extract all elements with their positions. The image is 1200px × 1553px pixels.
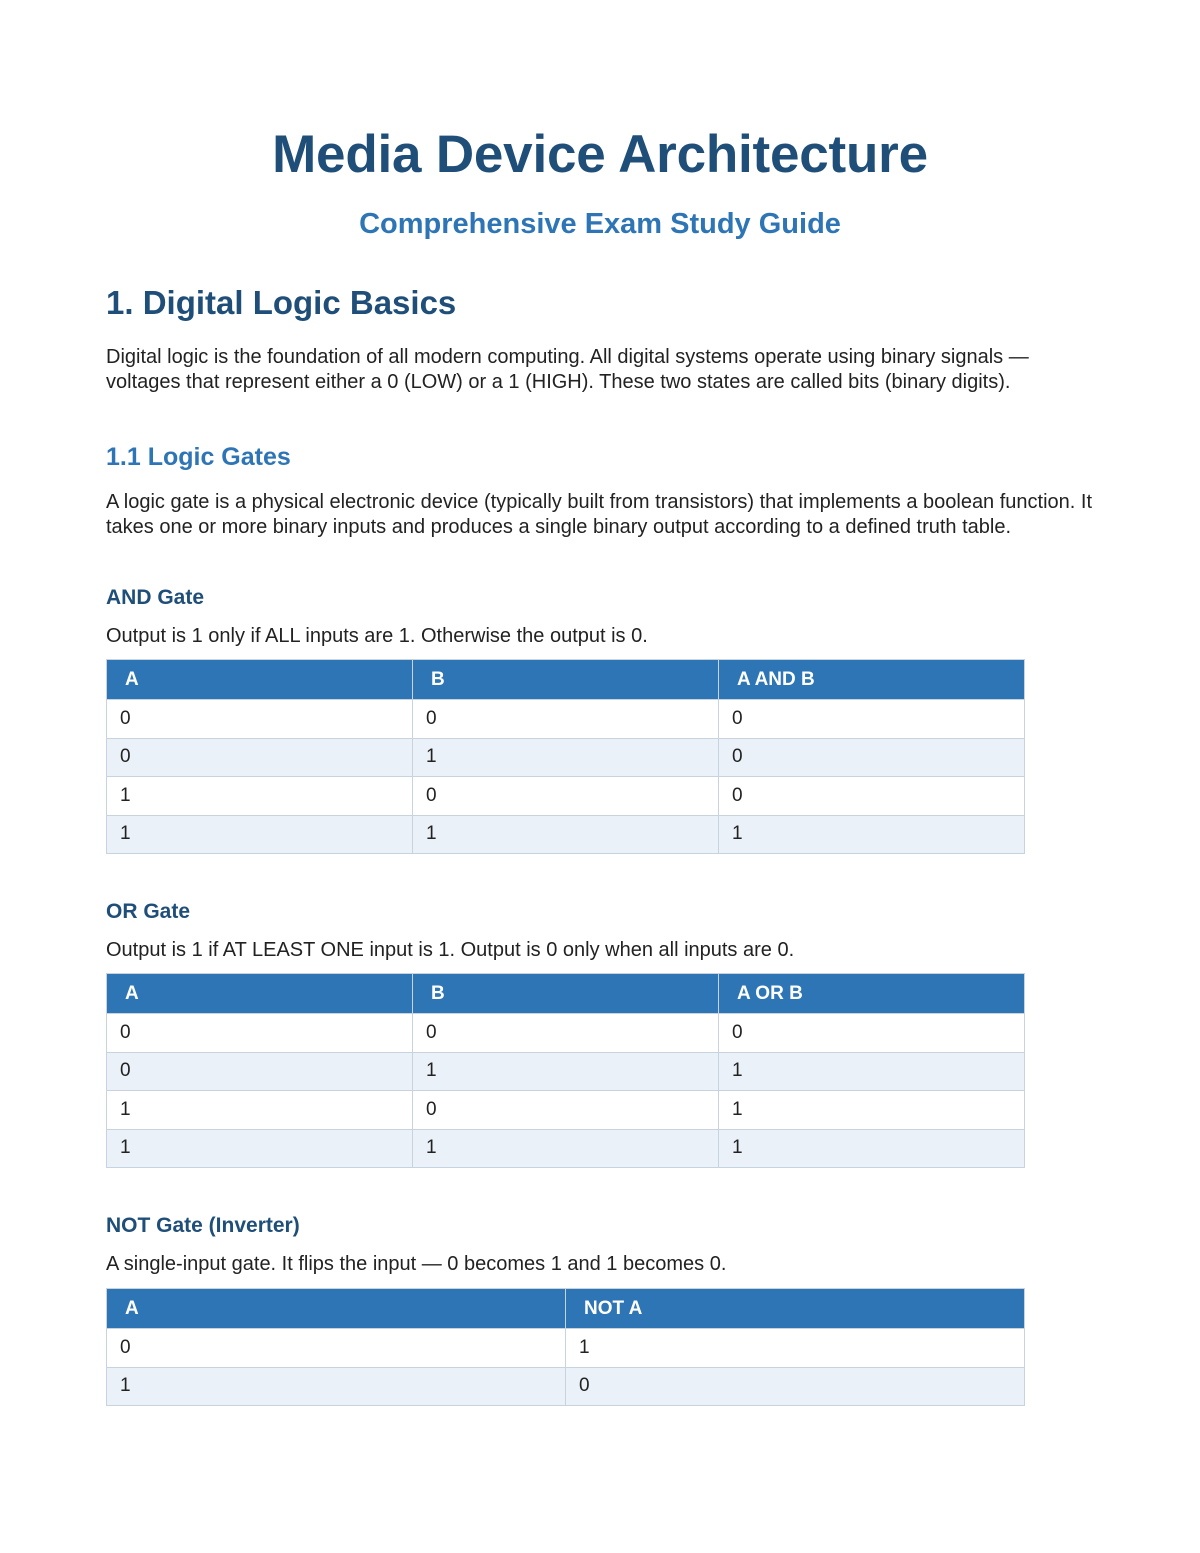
logic-gates-paragraph: A logic gate is a physical electronic device (typically built from transistors) that implements a boolean function. It takes one or more binary inputs and produces a single binary output according to a defined truth table. — [106, 491, 1093, 538]
and-gate-heading: AND Gate — [106, 586, 205, 609]
table-cell: 1 — [719, 1052, 1025, 1091]
table-cell: 0 — [107, 700, 413, 739]
table-cell: 1 — [107, 1091, 413, 1130]
table-row — [107, 1014, 1025, 1053]
table-cell: 1 — [719, 1091, 1025, 1130]
column-header: A — [107, 660, 413, 700]
table-cell: 0 — [413, 1091, 719, 1130]
table-cell: 0 — [719, 700, 1025, 739]
table-cell: 1 — [413, 1129, 719, 1168]
table-row — [107, 815, 1025, 854]
column-header: B — [413, 660, 719, 700]
document-title: Media Device Architecture — [272, 125, 928, 184]
column-header: NOT A — [566, 1289, 1025, 1329]
table-cell: 1 — [413, 1052, 719, 1091]
table-header-row — [107, 974, 1025, 1014]
table-cell: 0 — [566, 1367, 1025, 1406]
table-cell: 1 — [107, 1129, 413, 1168]
table-cell: 0 — [719, 738, 1025, 777]
document-subtitle: Comprehensive Exam Study Guide — [359, 208, 841, 240]
table-cell: 1 — [107, 777, 413, 816]
table-cell: 1 — [107, 815, 413, 854]
table-row — [107, 1367, 1025, 1406]
section-intro-paragraph: Digital logic is the foundation of all modern computing. All digital systems operate using binary signals — voltages that represent either a 0 (LOW) or a 1 (HIGH). These two states are called bits (binary digits). — [106, 346, 1029, 393]
table-header-row — [107, 660, 1025, 700]
and-gate-truth-table — [106, 659, 1025, 854]
column-header: B — [413, 974, 719, 1014]
table-cell: 0 — [719, 1014, 1025, 1053]
table-cell: 1 — [719, 815, 1025, 854]
not-gate-description: A single-input gate. It flips the input — 0 becomes 1 and 1 becomes 0. — [106, 1253, 727, 1275]
subsection-heading-logic-gates: 1.1 Logic Gates — [106, 443, 291, 471]
table-row — [107, 1129, 1025, 1168]
table-cell: 0 — [719, 777, 1025, 816]
table-row — [107, 1091, 1025, 1130]
and-gate-description: Output is 1 only if ALL inputs are 1. Otherwise the output is 0. — [106, 625, 648, 647]
table-header-row — [107, 1289, 1025, 1329]
or-gate-heading: OR Gate — [106, 900, 191, 923]
table-cell: 0 — [107, 738, 413, 777]
table-cell: 0 — [107, 1052, 413, 1091]
table-row — [107, 738, 1025, 777]
section-heading-digital-logic: 1. Digital Logic Basics — [106, 284, 457, 321]
table-cell: 1 — [413, 738, 719, 777]
table-cell: 0 — [413, 777, 719, 816]
column-header: A AND B — [719, 660, 1025, 700]
not-gate-truth-table — [106, 1288, 1025, 1406]
table-row — [107, 1052, 1025, 1091]
table-cell: 1 — [719, 1129, 1025, 1168]
or-gate-truth-table — [106, 973, 1025, 1168]
table-row — [107, 700, 1025, 739]
table-cell: 1 — [107, 1367, 566, 1406]
table-cell: 0 — [413, 1014, 719, 1053]
table-cell: 0 — [107, 1014, 413, 1053]
column-header: A — [107, 974, 413, 1014]
column-header: A OR B — [719, 974, 1025, 1014]
not-gate-heading: NOT Gate (Inverter) — [106, 1214, 300, 1237]
table-row — [107, 1329, 1025, 1368]
table-row — [107, 777, 1025, 816]
column-header: A — [107, 1289, 566, 1329]
table-cell: 0 — [413, 700, 719, 739]
table-cell: 1 — [413, 815, 719, 854]
or-gate-description: Output is 1 if AT LEAST ONE input is 1. Output is 0 only when all inputs are 0. — [106, 939, 795, 961]
table-cell: 1 — [566, 1329, 1025, 1368]
table-cell: 0 — [107, 1329, 566, 1368]
